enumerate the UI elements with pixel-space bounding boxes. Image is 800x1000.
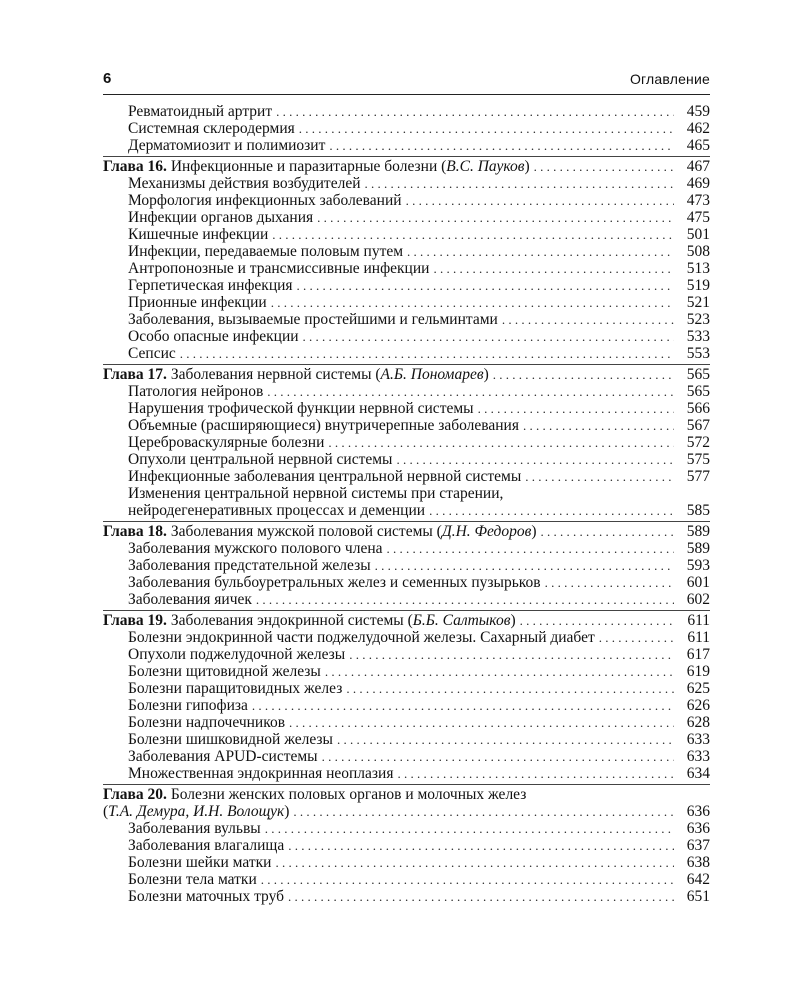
toc-entry[interactable]: Заболевания APUD-системы . . . 633 [103, 748, 710, 765]
toc-entry[interactable]: Болезни гипофиза . . . 626 [103, 697, 710, 714]
toc-entry[interactable]: Множественная эндокринная неоплазия . . . 634 [103, 765, 710, 782]
toc-entry[interactable]: Заболевания, вызываемые простейшими и гельминтами . . . 523 [103, 311, 710, 328]
chapter-label: Глава 18. [103, 523, 167, 540]
toc-entry[interactable]: Болезни эндокринной части поджелудочной железы. Сахарный диабет . . . 611 [103, 629, 710, 646]
header-rule [103, 94, 710, 95]
chapter-19-heading[interactable]: Глава 19. Заболевания эндокринной системы (Б.Б. Салтыков) . . . 611 [103, 612, 710, 629]
toc-entry[interactable] [103, 120, 710, 137]
toc-entry[interactable]: Заболевания влагалища . . . 637 [103, 837, 710, 854]
toc-entry[interactable]: Объемные (расширяющиеся) внутричерепные заболевания . . . 567 [103, 417, 710, 434]
chapter-page: 589 [686, 523, 710, 540]
toc-entry[interactable] [103, 103, 710, 120]
chapter-label: Глава 16. [103, 158, 167, 175]
chapter-divider [103, 521, 710, 522]
toc-entry-page: 459 [686, 103, 710, 120]
toc-entry-multiline-last[interactable]: нейродегенеративных процессах и деменции . . . 585 [103, 502, 710, 519]
toc-entry[interactable]: Особо опасные инфекции . . . 533 [103, 328, 710, 345]
chapter-author: Д.Н. Федоров [441, 523, 532, 540]
page-header [103, 70, 710, 90]
toc-entry[interactable]: Болезни шейки матки . . . 638 [103, 854, 710, 871]
chapter-label: Глава 20. [103, 786, 167, 803]
chapter-page: 636 [686, 803, 710, 820]
chapter-page: 565 [686, 366, 710, 383]
toc-entry[interactable]: Инфекции органов дыхания . . . 475 [103, 209, 710, 226]
chapter-divider [103, 364, 710, 365]
toc-entry[interactable]: Антропонозные и трансмиссивные инфекции . . . 513 [103, 260, 710, 277]
chapter-title: Инфекционные и паразитарные болезни ( [166, 158, 447, 175]
toc-entry[interactable]: Герпетическая инфекция . . . 519 [103, 277, 710, 294]
toc-entry[interactable]: Болезни маточных труб . . . 651 [103, 888, 710, 905]
toc-entry[interactable] [103, 137, 710, 154]
chapter-divider [103, 784, 710, 785]
toc-entry[interactable]: Патология нейронов . . . 565 [103, 383, 710, 400]
chapter-author: В.С. Пауков [446, 158, 525, 175]
running-title: Оглавление [629, 71, 710, 87]
toc-entry[interactable]: Цереброваскулярные болезни . . . 572 [103, 434, 710, 451]
toc-entry[interactable]: Опухоли поджелудочной железы . . . 617 [103, 646, 710, 663]
toc-entry[interactable]: Заболевания вульвы . . . 636 [103, 820, 710, 837]
toc-entry[interactable]: Болезни надпочечников . . . 628 [103, 714, 710, 731]
chapter-divider [103, 156, 710, 157]
chapter-title: Заболевания мужской половой системы ( [166, 523, 442, 540]
toc-entry[interactable]: Инфекции, передаваемые половым путем . . . 508 [103, 243, 710, 260]
toc-entry-title: Дерматомиозит и полимиозит [128, 137, 326, 154]
chapter-label: Глава 19. [103, 612, 167, 629]
chapter-title: Заболевания нервной системы ( [166, 366, 381, 383]
chapter-title: Заболевания эндокринной системы ( [166, 612, 413, 629]
toc-entry[interactable]: Болезни шишковидной железы . . . 633 [103, 731, 710, 748]
toc-entry-page: 462 [686, 120, 710, 137]
toc-entry[interactable]: Сепсис . . . 553 [103, 345, 710, 362]
chapter-page: 611 [687, 612, 710, 629]
chapter-label: Глава 17. [103, 366, 167, 383]
toc-entry[interactable]: Заболевания предстательной железы . . . 593 [103, 557, 710, 574]
chapter-author: А.Б. Пономарев [380, 366, 484, 383]
chapter-18-heading[interactable]: Глава 18. Заболевания мужской половой системы (Д.Н. Федоров) . . . 589 [103, 523, 710, 540]
toc-entry[interactable]: Болезни тела матки . . . 642 [103, 871, 710, 888]
chapter-page: 467 [686, 158, 710, 175]
toc-entry[interactable]: Инфекционные заболевания центральной нервной системы . . . 577 [103, 468, 710, 485]
toc-entry[interactable]: Заболевания яичек . . . 602 [103, 591, 710, 608]
toc-entry-title: Ревматоидный артрит [128, 103, 273, 120]
page-number: 6 [103, 70, 112, 87]
chapter-author: Т.А. Демура, И.Н. Волощук [108, 803, 285, 820]
toc-entry-page: 465 [686, 137, 710, 154]
toc-entry[interactable]: Заболевания мужского полового члена . . . 589 [103, 540, 710, 557]
toc-entry[interactable]: Опухоли центральной нервной системы . . . 575 [103, 451, 710, 468]
toc-entry[interactable]: Нарушения трофической функции нервной системы . . . 566 [103, 400, 710, 417]
toc-entry[interactable]: Морфология инфекционных заболеваний . . . 473 [103, 192, 710, 209]
chapter-16-heading[interactable]: Глава 16. Инфекционные и паразитарные болезни (В.С. Пауков) . . . 467 [103, 158, 710, 175]
toc-entry[interactable]: Прионные инфекции . . . 521 [103, 294, 710, 311]
chapter-20-heading[interactable] [103, 786, 710, 803]
table-of-contents [103, 103, 710, 905]
toc-entry[interactable]: Заболевания бульбоуретральных желез и семенных пузырьков . . . 601 [103, 574, 710, 591]
chapter-divider [103, 610, 710, 611]
toc-entry[interactable]: Механизмы действия возбудителей . . . 469 [103, 175, 710, 192]
chapter-20-authors[interactable]: (Т.А. Демура, И.Н. Волощук) . . . 636 [103, 803, 710, 820]
toc-entry[interactable]: Болезни щитовидной железы . . . 619 [103, 663, 710, 680]
chapter-17-heading[interactable]: Глава 17. Заболевания нервной системы (А.Б. Пономарев) . . . 565 [103, 366, 710, 383]
toc-entry[interactable]: Кишечные инфекции . . . 501 [103, 226, 710, 243]
toc-entry-multiline-first[interactable]: Изменения центральной нервной системы при старении, [128, 485, 504, 502]
toc-entry[interactable]: Болезни паращитовидных желез . . . 625 [103, 680, 710, 697]
chapter-title: Болезни женских половых органов и молочных желез [166, 786, 527, 803]
chapter-author: Б.Б. Салтыков [412, 612, 511, 629]
toc-entry-title: Системная склеродермия [128, 120, 295, 137]
